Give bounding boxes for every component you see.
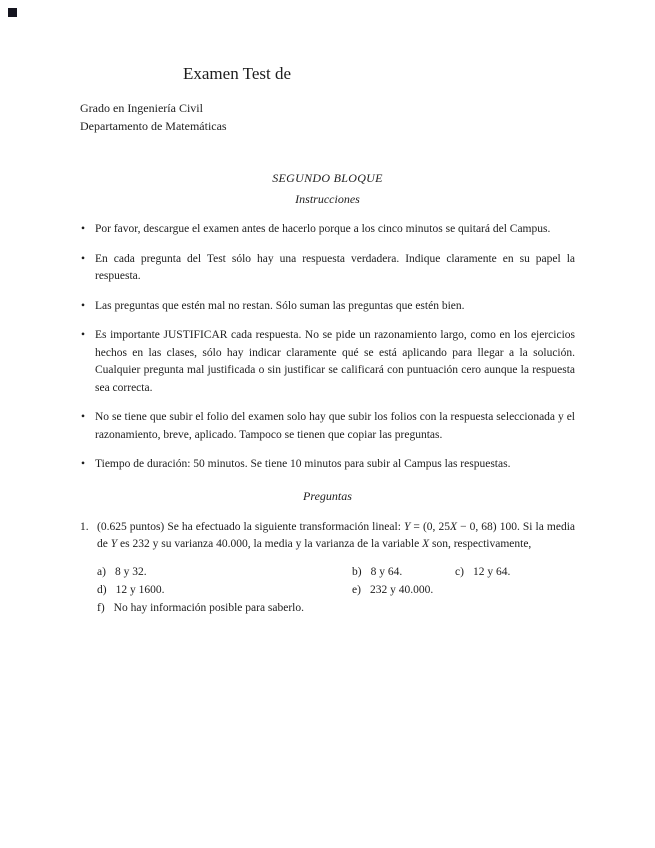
question-intro: (0.625 puntos) Se ha efectuado la siguiente transformación lineal: bbox=[97, 520, 404, 533]
instruction-item bbox=[80, 327, 575, 397]
instruction-text: En cada pregunta del Test sólo hay una respuesta verdadera. Indique claramente en su papel la respuesta. bbox=[95, 252, 575, 282]
answer-row bbox=[97, 581, 575, 599]
instruction-item bbox=[80, 456, 575, 474]
math-var-y: Y bbox=[110, 538, 118, 550]
corner-mark bbox=[8, 8, 17, 17]
bullet-icon: • bbox=[81, 329, 86, 341]
instruction-item bbox=[80, 409, 575, 444]
question-body bbox=[97, 519, 575, 617]
option-text: 12 y 64. bbox=[472, 565, 511, 578]
answer-options bbox=[97, 563, 575, 617]
math-segment: = (0, 25 bbox=[410, 520, 450, 533]
math-var-x: X bbox=[449, 520, 458, 533]
answer-option-b bbox=[352, 563, 455, 581]
question-text bbox=[97, 519, 575, 554]
option-label: d) bbox=[97, 583, 107, 596]
option-text: 12 y 1600. bbox=[115, 583, 165, 596]
option-label: f) bbox=[97, 601, 105, 614]
answer-option-a bbox=[97, 563, 352, 581]
bullet-icon: • bbox=[81, 252, 86, 265]
bullet-icon: • bbox=[81, 299, 86, 312]
instruction-item bbox=[80, 251, 575, 286]
questions-heading: Preguntas bbox=[303, 488, 352, 503]
question-segment: Si la media de bbox=[97, 520, 575, 550]
bullet-icon: • bbox=[81, 411, 86, 423]
page-title: Examen Test de bbox=[183, 64, 292, 83]
instruction-list bbox=[80, 221, 575, 474]
option-label: a) bbox=[97, 565, 106, 578]
department-line: Departamento de Matemáticas bbox=[80, 119, 227, 133]
answer-option-d bbox=[97, 581, 352, 599]
bullet-icon: • bbox=[81, 223, 86, 235]
option-text: 8 y 64. bbox=[370, 565, 403, 578]
degree-line: Grado en Ingeniería Civil bbox=[80, 101, 203, 115]
instruction-text: Tiempo de duración: 50 minutos. Se tiene 10 minutos para subir al Campus las respuestas. bbox=[95, 458, 511, 470]
option-text: 232 y 40.000. bbox=[369, 583, 434, 596]
instruction-text: Las preguntas que estén mal no restan. Sólo suman las preguntas que estén bien. bbox=[95, 299, 465, 312]
answer-row bbox=[97, 563, 575, 581]
math-var-y: Y bbox=[403, 520, 411, 533]
option-label: e) bbox=[352, 583, 361, 596]
math-segment: − 0, 68) 100. bbox=[457, 520, 520, 533]
instructions-heading: Instrucciones bbox=[295, 192, 360, 206]
instruction-text: No se tiene que subir el folio del examen solo hay que subir los folios con la respuesta seleccionada y el razonamiento, breve, aplicado. Tampoco se tienen que copiar las preguntas. bbox=[95, 411, 575, 441]
block-heading: SEGUNDO BLOQUE bbox=[272, 171, 383, 185]
question-1 bbox=[80, 519, 575, 617]
instruction-text: Es importante JUSTIFICAR cada respuesta. No se pide un razonamiento largo, como en los ejercicios hechos en las clases, sólo hay indicar claramente qué se está aplicando para llegar a la solución. Cualquier pregunta mal justificada o sin justificar se calificará con puntuación cero aunque la respuesta sea correcta. bbox=[95, 329, 575, 394]
answer-row bbox=[97, 599, 575, 617]
option-label: b) bbox=[352, 565, 362, 578]
instruction-text: Por favor, descargue el examen antes de hacerlo porque a los cinco minutos se quitará del Campus. bbox=[95, 223, 551, 235]
option-text: No hay información posible para saberlo. bbox=[113, 601, 305, 614]
answer-option-e bbox=[352, 581, 455, 599]
question-number: 1. bbox=[80, 520, 89, 533]
option-label: c) bbox=[455, 565, 464, 578]
instruction-item bbox=[80, 298, 575, 316]
question-segment: es 232 y su varianza 40.000, la media y la varianza de la variable bbox=[117, 538, 423, 550]
answer-option-c bbox=[455, 563, 575, 581]
option-text: 8 y 32. bbox=[114, 565, 147, 578]
math-var-x: X bbox=[422, 538, 430, 550]
answer-option-f bbox=[97, 599, 304, 617]
question-segment: son, respectivamente, bbox=[429, 538, 532, 550]
instruction-item bbox=[80, 221, 575, 239]
bullet-icon: • bbox=[81, 458, 86, 470]
